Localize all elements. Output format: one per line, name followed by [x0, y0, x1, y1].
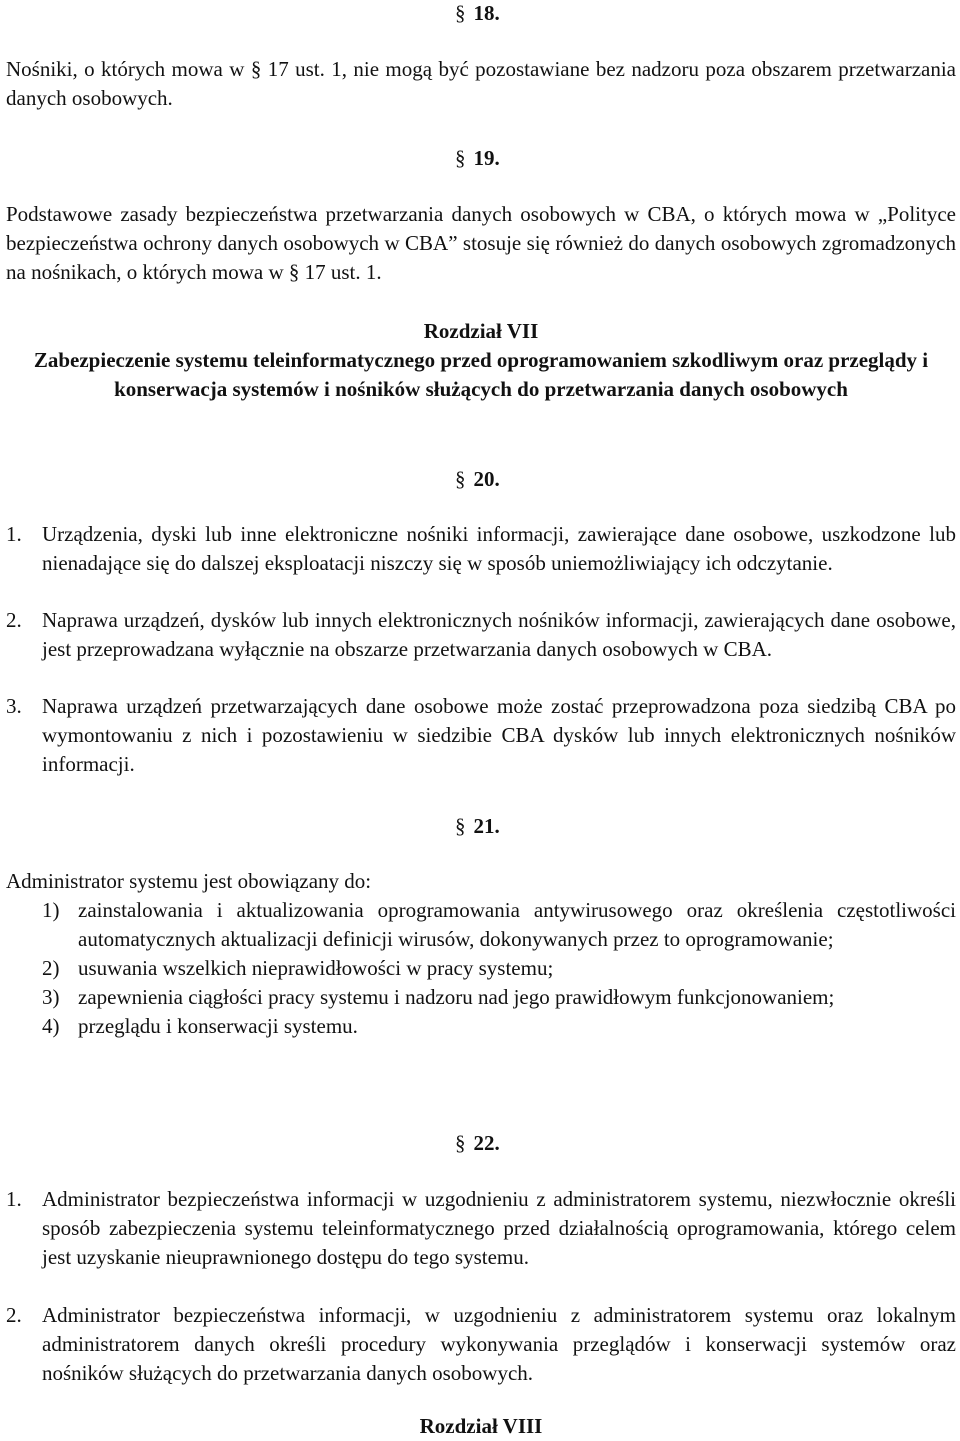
list-item: [6, 983, 956, 1012]
chapter-title: Zabezpieczenie systemu teleinformatycznego przed oprogramowaniem szkodliwym oraz przeglądy i konserwacja systemów i nośników służących do przetwarzania danych osobowych: [33, 348, 929, 401]
section-symbol: §: [455, 146, 466, 170]
chapter-8: [6, 1412, 956, 1441]
item-text: przeglądu i konserwacji systemu.: [78, 1014, 358, 1038]
list-item: [6, 692, 956, 779]
item-text: Administrator bezpieczeństwa informacji w uzgodnieniu z administratorem systemu, niezwłocznie określi sposób zabezpieczenia systemu teleinformatycznego przed działalnością oprogramowania, którego celem jest uzyskanie nieuprawnionego dostępu do tego systemu.: [42, 1187, 956, 1269]
section-symbol: §: [455, 1131, 466, 1155]
item-text: Naprawa urządzeń przetwarzających dane osobowe może zostać przeprowadzona poza siedzibą CBA po wymontowaniu z nich i pozostawieniu w siedzibie CBA dysków lub innych elektronicznych nośników informacji.: [42, 694, 956, 776]
section-number: 22.: [473, 1131, 500, 1155]
chapter-label: Rozdział VII: [423, 319, 539, 343]
item-number: 3): [42, 985, 60, 1009]
item-number: 4): [42, 1014, 60, 1038]
paragraph-18: Nośniki, o których mowa w § 17 ust. 1, nie mogą być pozostawiane bez nadzoru poza obszarem przetwarzania danych osobowych.: [6, 57, 956, 110]
item-text: usuwania wszelkich nieprawidłowości w pracy systemu;: [78, 956, 554, 980]
section-number: 18.: [473, 1, 500, 25]
section-heading-22: [455, 1130, 500, 1156]
section-heading-18: [455, 0, 500, 26]
item-text: Naprawa urządzeń, dysków lub innych elektronicznych nośników informacji, zawierających dane osobowe, jest przeprowadzana wyłącznie na obszarze przetwarzania danych osobowych w CBA.: [42, 608, 956, 661]
section-number: 21.: [473, 814, 500, 838]
item-number: 1.: [6, 522, 22, 546]
item-number: 3.: [6, 694, 22, 718]
list-item: [6, 606, 956, 664]
item-number: 2): [42, 956, 60, 980]
paragraph-19: Podstawowe zasady bezpieczeństwa przetwarzania danych osobowych w CBA, o których mowa w „Polityce bezpieczeństwa ochrony danych osobowych w CBA” stosuje się również do danych osobowych zgromadzonych na nośnikach, o których mowa w § 17 ust. 1.: [6, 202, 956, 284]
item-text: zapewnienia ciągłości pracy systemu i nadzoru nad jego prawidłowym funkcjonowaniem;: [78, 985, 835, 1009]
list-item: [6, 896, 956, 954]
section-symbol: §: [455, 814, 466, 838]
section-heading-19: [455, 145, 500, 171]
list-item: [6, 954, 956, 983]
item-text: Urządzenia, dyski lub inne elektroniczne nośniki informacji, zawierające dane osobowe, uszkodzone lub nienadające się do dalszej eksploatacji niszczy się w sposób uniemożliwiający ich odczytanie.: [42, 522, 956, 575]
chapter-7: [6, 317, 956, 404]
section-intro: Administrator systemu jest obowiązany do:: [6, 869, 372, 893]
numbered-list: [6, 896, 956, 1041]
chapter-label: Rozdział VIII: [419, 1414, 543, 1438]
item-text: zainstalowania i aktualizowania oprogramowania antywirusowego oraz określenia częstotliwości automatycznych aktualizacji definicji wirusów, dokonywanych przez to oprogramowanie;: [78, 898, 956, 951]
section-number: 20.: [473, 467, 500, 491]
item-number: 2.: [6, 1303, 22, 1327]
section-heading-20: [455, 466, 500, 492]
item-number: 1): [42, 898, 60, 922]
list-item: [6, 1301, 956, 1388]
item-text: Administrator bezpieczeństwa informacji, w uzgodnieniu z administratorem systemu oraz lokalnym administratorem danych określi procedury wykonywania przeglądów i konserwacji systemów oraz nośników służących do przetwarzania danych osobowych.: [42, 1303, 956, 1385]
section-heading-21: [455, 813, 500, 839]
list-item: [6, 520, 956, 578]
section-symbol: §: [455, 467, 466, 491]
list-item: [6, 1185, 956, 1272]
section-number: 19.: [473, 146, 500, 170]
item-number: 2.: [6, 608, 22, 632]
item-number: 1.: [6, 1187, 22, 1211]
list-item: [6, 1012, 956, 1041]
section-symbol: §: [455, 1, 466, 25]
